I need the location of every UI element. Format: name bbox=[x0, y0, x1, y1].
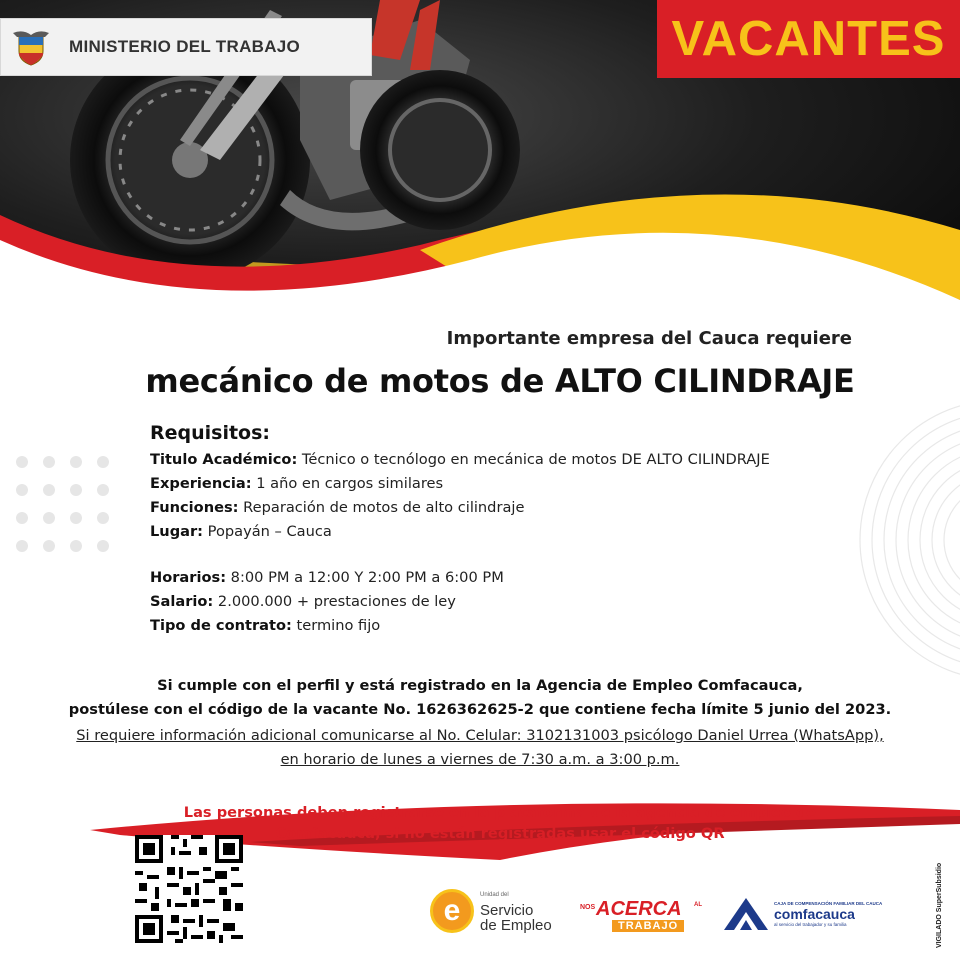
contact-info bbox=[0, 724, 960, 772]
vigilado-label: VIGILADO SuperSubsidio bbox=[936, 862, 943, 948]
decorative-dots bbox=[14, 450, 134, 565]
requirement-value: Reparación de motos de alto cilindraje bbox=[238, 499, 525, 516]
vigilado-stamp bbox=[924, 830, 943, 950]
requirement-label: Experiencia: bbox=[150, 475, 252, 492]
condition-contract bbox=[150, 614, 910, 638]
apply-line-1: Si cumple con el perfil y está registrado en la Agencia de Empleo Comfacauca, bbox=[157, 677, 803, 694]
colombia-seal-icon bbox=[11, 27, 51, 67]
vacantes-banner bbox=[657, 0, 960, 78]
application-instructions bbox=[0, 674, 960, 722]
registration-notice bbox=[140, 802, 860, 844]
notice-line-2: Comfacauca, si no están registradas usar el código QR bbox=[275, 825, 725, 842]
acerca-pre: NOS bbox=[580, 904, 596, 911]
ministry-header bbox=[0, 18, 372, 76]
vacantes-label: VACANTES bbox=[671, 12, 946, 66]
company-intro: Importante empresa del Cauca requiere bbox=[446, 328, 852, 349]
notice-line-1: Las personas deben registrarse en la plataforma de la agencia de empleo de bbox=[183, 804, 817, 821]
servicio-small-label: Unidad del bbox=[480, 892, 509, 898]
requirement-value: Técnico o tecnólogo en mecánica de motos DE ALTO CILINDRAJE bbox=[297, 451, 770, 468]
comfacauca-logo bbox=[722, 896, 882, 932]
comfacauca-top: CAJA DE COMPENSACIÓN FAMILIAR DEL CAUCA bbox=[774, 901, 883, 906]
nos-acerca-logo bbox=[580, 896, 702, 936]
job-title: mecánico de motos de ALTO CILINDRAJE bbox=[145, 362, 855, 400]
requirements-section bbox=[150, 422, 910, 638]
condition-label: Salario: bbox=[150, 593, 214, 610]
servicio-label-1: Servicio bbox=[480, 902, 534, 919]
condition-schedule bbox=[150, 566, 910, 590]
servicio-empleo-e-icon: e bbox=[430, 889, 474, 933]
apply-line-2: postúlese con el código de la vacante No. 1626362625-2 que contiene fecha límite 5 junio del 2023. bbox=[68, 701, 892, 718]
requirement-label: Funciones: bbox=[150, 499, 239, 516]
requirement-academic bbox=[150, 448, 910, 472]
condition-label: Tipo de contrato: bbox=[150, 617, 292, 634]
requirements-heading: Requisitos: bbox=[150, 422, 271, 444]
acerca-post: AL bbox=[694, 902, 702, 908]
condition-salary bbox=[150, 590, 910, 614]
requirement-value: Popayán – Cauca bbox=[203, 523, 332, 540]
condition-value: 2.000.000 + prestaciones de ley bbox=[213, 593, 456, 610]
requirement-experience bbox=[150, 472, 910, 496]
servicio-label-2: de Empleo bbox=[480, 917, 552, 934]
condition-label: Horarios: bbox=[150, 569, 227, 586]
comfacauca-tagline: al servicio del trabajador y su familia bbox=[774, 922, 847, 927]
comfacauca-name: comfacauca bbox=[774, 906, 855, 922]
comfacauca-mark-icon bbox=[722, 896, 770, 932]
requirement-value: 1 año en cargos similares bbox=[251, 475, 444, 492]
requirement-location bbox=[150, 520, 910, 544]
qr-code[interactable] bbox=[135, 835, 243, 943]
servicio-empleo-logo bbox=[430, 888, 552, 933]
condition-value: 8:00 PM a 12:00 Y 2:00 PM a 6:00 PM bbox=[226, 569, 504, 586]
requirement-functions bbox=[150, 496, 910, 520]
acerca-main: ACERCA bbox=[596, 898, 682, 920]
contact-line-1[interactable]: Si requiere información adicional comunicarse al No. Celular: 3102131003 psicólogo Daniel Urrea (WhatsApp), bbox=[76, 727, 884, 744]
ministry-label: MINISTERIO DEL TRABAJO bbox=[69, 37, 301, 56]
contact-line-2[interactable]: en horario de lunes a viernes de 7:30 a.m. a 3:00 p.m. bbox=[280, 751, 680, 768]
acerca-sub: TRABAJO bbox=[612, 920, 684, 932]
condition-value: termino fijo bbox=[291, 617, 381, 634]
requirement-label: Titulo Académico: bbox=[150, 451, 298, 468]
requirement-label: Lugar: bbox=[150, 523, 204, 540]
